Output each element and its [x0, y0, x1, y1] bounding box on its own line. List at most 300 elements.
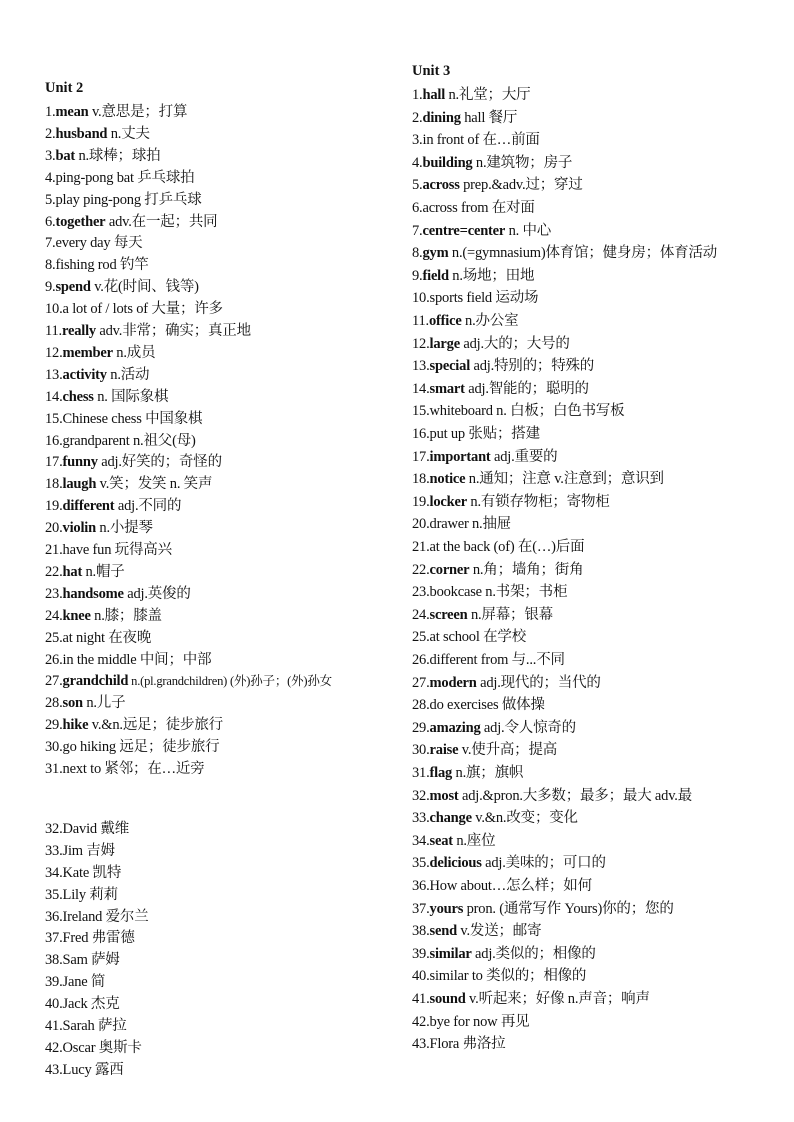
entry-number: 43.	[412, 1036, 430, 1053]
entry-headword: hall	[422, 87, 446, 103]
entry-number: 11.	[412, 313, 429, 329]
vocab-entry	[412, 199, 535, 217]
unit-2-title: Unit 2	[45, 80, 84, 96]
entry-number: 32.	[412, 787, 430, 804]
entry-number: 10.	[412, 290, 430, 307]
entry-number: 5.	[45, 191, 56, 208]
vocab-entry	[412, 154, 572, 172]
entry-number: 24.	[45, 607, 63, 624]
entry-definition: adj.大的；大号的	[459, 335, 570, 352]
entry-definition: play ping-pong 打乒乓球	[55, 191, 202, 208]
entry-number: 6.	[412, 200, 423, 216]
entry-headword: special	[429, 358, 471, 375]
entry-definition: v.使升高；提高	[458, 742, 558, 759]
entry-definition: ping-pong bat 乒乓球拍	[55, 169, 195, 186]
entry-definition: adj.特别的；特殊的	[470, 358, 595, 375]
entry-number: 19.	[412, 493, 430, 510]
entry-headword: send	[429, 923, 457, 940]
entry-number: 17.	[412, 448, 430, 465]
entry-number: 13.	[412, 358, 430, 375]
entry-headword: laugh	[62, 476, 97, 493]
unit-3-title: Unit 3	[412, 63, 451, 79]
vocab-entry	[45, 256, 149, 274]
entry-definition: a lot of / lots of 大量；许多	[62, 301, 223, 318]
entry-definition: adj.重要的	[490, 448, 558, 465]
entry-headword: different	[62, 498, 115, 515]
entry-headword: delicious	[429, 855, 482, 872]
entry-number: 7.	[45, 235, 56, 252]
vocab-entry	[412, 267, 534, 285]
entry-definition: Ireland 爱尔兰	[62, 908, 149, 925]
entry-definition: Jane 简	[62, 974, 106, 991]
entry-headword: most	[429, 787, 459, 804]
entry-definition: adj.好笑的；奇怪的	[97, 454, 222, 471]
vocab-entry	[412, 651, 565, 669]
vocab-entry	[45, 1061, 124, 1079]
vocab-entry	[412, 561, 583, 579]
entry-definition: v.笑；发笑 n. 笑声	[96, 476, 213, 493]
vocab-entry	[45, 563, 125, 581]
vocab-entry	[45, 191, 202, 209]
entry-number: 12.	[412, 335, 430, 352]
vocab-entry	[45, 388, 168, 406]
vocab-entry	[412, 922, 541, 940]
entry-number: 26.	[412, 652, 430, 668]
vocab-entry	[412, 1013, 529, 1031]
entry-number: 2.	[45, 125, 56, 142]
vocab-entry	[412, 945, 596, 963]
vocab-entry	[45, 300, 223, 318]
entry-headword: seat	[429, 832, 453, 849]
vocab-entry	[45, 886, 118, 904]
entry-number: 28.	[45, 695, 63, 712]
vocab-entry	[45, 694, 125, 712]
entry-definition: in the middle 中间；中部	[62, 651, 212, 668]
entry-definition: do exercises 做体操	[429, 697, 545, 714]
entry-number: 29.	[45, 717, 63, 734]
entry-definition: n.建筑物；房子	[472, 154, 573, 171]
entry-headword: really	[62, 323, 96, 339]
entry-definition: Sam 萨姆	[62, 952, 120, 969]
entry-definition: n.(pl.grandchildren) (外)孙子；(外)孙女	[128, 674, 332, 689]
entry-definition: adj.类似的；相像的	[471, 945, 596, 962]
entry-number: 20.	[45, 520, 63, 537]
entry-headword: gym	[422, 245, 449, 262]
entry-definition: adj.&pron.大多数；最多；最大 adv.最	[458, 787, 693, 804]
entry-definition: adv.在一起；共同	[105, 213, 218, 230]
entry-definition: n.角；墙角；街角	[469, 561, 584, 578]
entry-number: 34.	[412, 832, 430, 849]
vocab-entry	[45, 842, 115, 860]
entry-number: 15.	[45, 410, 63, 427]
entry-definition: David 戴维	[62, 820, 129, 837]
entry-number: 34.	[45, 864, 63, 881]
entry-number: 21.	[412, 539, 430, 555]
entry-definition: n.膝；膝盖	[90, 607, 162, 624]
entry-definition: sports field 运动场	[429, 290, 539, 307]
vocab-entry	[45, 234, 142, 252]
entry-number: 13.	[45, 366, 63, 383]
entry-headword: notice	[429, 471, 466, 488]
entry-definition: bookcase n.书架；书柜	[429, 584, 568, 601]
entry-number: 25.	[45, 629, 63, 646]
entry-number: 16.	[45, 432, 63, 449]
vocab-entry	[45, 1017, 127, 1035]
entry-number: 16.	[412, 426, 430, 442]
vocab-entry	[412, 628, 526, 646]
vocab-entry	[45, 125, 150, 143]
entry-definition: adj.英俊的	[123, 585, 191, 602]
vocab-entry	[412, 719, 576, 737]
vocab-entry	[412, 493, 610, 511]
entry-definition: at night 在夜晚	[62, 629, 152, 646]
entry-number: 38.	[412, 923, 430, 940]
vocab-entry	[45, 322, 251, 340]
vocab-entry	[45, 672, 332, 690]
entry-headword: dining	[422, 109, 461, 126]
vocab-entry	[412, 1035, 505, 1053]
entry-definition: n. 国际象棋	[93, 388, 169, 405]
entry-number: 15.	[412, 403, 430, 420]
entry-definition: v.意思是；打算	[88, 104, 188, 120]
entry-number: 21.	[45, 542, 63, 558]
vocab-entry	[45, 929, 135, 947]
entry-definition: How about…怎么样；如何	[429, 878, 592, 894]
entry-number: 36.	[45, 908, 63, 925]
entry-number: 19.	[45, 498, 63, 515]
entry-definition: Chinese chess 中国象棋	[62, 410, 203, 427]
entry-number: 28.	[412, 697, 430, 714]
entry-definition: at school 在学校	[429, 629, 527, 646]
vocab-entry	[45, 213, 217, 231]
entry-definition: Lily 莉莉	[62, 886, 118, 903]
entry-headword: grandchild	[62, 673, 129, 690]
entry-number: 37.	[412, 900, 430, 917]
entry-headword: together	[55, 213, 106, 230]
entry-headword: smart	[429, 380, 465, 397]
entry-headword: large	[429, 335, 460, 352]
entry-number: 26.	[45, 651, 63, 668]
entry-definition: n.办公室	[461, 313, 519, 329]
vocab-entry	[412, 674, 601, 692]
entry-definition: have fun 玩得高兴	[62, 542, 172, 558]
entry-definition: v.&n.改变；变化	[471, 810, 578, 827]
entry-number: 29.	[412, 719, 430, 736]
entry-number: 27.	[45, 673, 63, 690]
entry-number: 10.	[45, 301, 63, 318]
entry-number: 39.	[412, 945, 430, 962]
vocab-entry	[45, 820, 129, 838]
vocab-entry	[412, 877, 592, 895]
entry-headword: across	[422, 177, 460, 194]
entry-headword: similar	[429, 945, 472, 962]
entry-headword: hike	[62, 717, 89, 734]
entry-definition: v.发送；邮寄	[456, 923, 542, 940]
entry-definition: n.场地；田地	[448, 267, 535, 284]
entry-number: 6.	[45, 213, 56, 230]
entry-headword: flag	[429, 765, 453, 781]
vocab-entry	[412, 741, 557, 759]
entry-definition: Sarah 萨拉	[62, 1018, 127, 1034]
vocab-entry	[412, 312, 518, 330]
entry-definition: adj.现代的；当代的	[476, 674, 601, 691]
entry-headword: violin	[62, 520, 96, 537]
entry-number: 42.	[412, 1013, 430, 1030]
entry-headword: activity	[62, 366, 107, 383]
entry-number: 40.	[412, 968, 430, 985]
entry-number: 22.	[412, 561, 430, 578]
entry-number: 38.	[45, 952, 63, 969]
vocab-entry	[45, 864, 121, 882]
entry-definition: pron. (通常写作 Yours)你的；您的	[463, 900, 674, 917]
vocab-entry	[45, 519, 153, 537]
vocab-entry	[45, 585, 191, 603]
entry-number: 14.	[45, 388, 63, 405]
entry-number: 3.	[45, 147, 56, 164]
entry-headword: centre=center	[422, 222, 506, 239]
vocab-entry	[45, 973, 105, 991]
entry-number: 12.	[45, 344, 63, 361]
entry-number: 24.	[412, 606, 430, 623]
vocab-entry	[412, 131, 540, 149]
entry-number: 27.	[412, 674, 430, 691]
vocab-entry	[412, 335, 570, 353]
vocab-entry	[45, 1039, 142, 1057]
vocab-entry	[412, 787, 692, 805]
entry-number: 35.	[45, 886, 63, 903]
vocab-entry	[45, 147, 160, 165]
entry-number: 17.	[45, 454, 63, 471]
entry-definition: put up 张贴；搭建	[429, 426, 540, 442]
entry-headword: funny	[62, 454, 98, 471]
entry-headword: locker	[429, 493, 467, 510]
entry-headword: screen	[429, 606, 468, 623]
entry-definition: n.通知；注意 v.注意到；意识到	[465, 471, 664, 488]
entry-definition: in front of 在…前面	[422, 132, 540, 149]
entry-definition: across from 在对面	[422, 200, 535, 216]
entry-definition: whiteboard n. 白板；白色书写板	[429, 403, 625, 420]
vocab-entry	[45, 629, 151, 647]
entry-number: 43.	[45, 1061, 63, 1078]
vocab-entry	[412, 583, 567, 601]
entry-number: 9.	[412, 267, 423, 284]
entry-definition: adj.令人惊奇的	[480, 719, 576, 736]
entry-definition: n.旗；旗帜	[452, 765, 524, 781]
vocab-entry	[45, 475, 212, 493]
entry-definition: n. 中心	[505, 222, 552, 239]
entry-definition: grandparent n.祖父(母)	[62, 432, 196, 449]
entry-definition: fishing rod 钓竿	[55, 257, 149, 274]
entry-headword: yours	[429, 900, 464, 917]
entry-definition: n.有锁存物柜；寄物柜	[466, 493, 610, 510]
vocab-entry	[412, 967, 586, 985]
vocab-entry	[412, 854, 606, 872]
entry-definition: hall 餐厅	[460, 109, 518, 126]
entry-definition: every day 每天	[55, 235, 143, 252]
vocab-entry	[412, 448, 557, 466]
entry-number: 20.	[412, 516, 430, 533]
entry-number: 25.	[412, 629, 430, 646]
entry-number: 22.	[45, 563, 63, 580]
entry-number: 4.	[412, 154, 423, 171]
entry-headword: mean	[55, 104, 89, 120]
entry-number: 41.	[412, 991, 430, 1007]
entry-definition: Jim 吉姆	[62, 842, 115, 859]
entry-definition: v.&n.远足；徒步旅行	[88, 717, 223, 734]
entry-definition: n.座位	[452, 832, 496, 849]
entry-definition: next to 紧邻；在…近旁	[62, 761, 205, 777]
entry-number: 33.	[412, 810, 430, 827]
entry-definition: n.成员	[112, 344, 156, 361]
entry-number: 30.	[412, 742, 430, 759]
entry-headword: son	[62, 695, 83, 712]
vocab-entry	[45, 716, 223, 734]
entry-definition: n.活动	[106, 366, 150, 383]
vocab-entry	[412, 86, 530, 104]
vocab-entry	[45, 607, 162, 625]
vocab-entry	[45, 103, 187, 121]
entry-headword: member	[62, 344, 113, 361]
entry-definition: different from 与...不同	[429, 652, 565, 668]
vocab-entry	[412, 470, 664, 488]
entry-definition: n.球棒；球拍	[75, 147, 161, 164]
vocab-entry	[412, 832, 495, 850]
entry-definition: Lucy 露西	[62, 1061, 124, 1078]
entry-definition: n.帽子	[82, 563, 125, 580]
vocab-entry	[45, 366, 149, 384]
vocab-entry	[45, 951, 120, 969]
vocab-entry	[412, 357, 594, 375]
entry-definition: v.听起来；好像 n.声音；响声	[465, 991, 650, 1007]
entry-number: 18.	[45, 476, 63, 493]
vocab-entry	[412, 606, 553, 624]
vocab-entry	[412, 900, 674, 918]
entry-number: 31.	[45, 761, 63, 777]
entry-definition: go hiking 远足；徒步旅行	[62, 739, 220, 756]
entry-headword: building	[422, 154, 473, 171]
vocab-entry	[412, 222, 551, 240]
entry-number: 32.	[45, 820, 63, 837]
entry-definition: prep.&adv.过；穿过	[459, 177, 583, 194]
entry-number: 4.	[45, 169, 56, 186]
vocab-entry	[45, 541, 172, 559]
vocab-entry	[412, 380, 589, 398]
vocab-entry	[412, 289, 538, 307]
entry-headword: field	[422, 267, 449, 284]
vocab-entry	[412, 809, 578, 827]
vocab-entry	[45, 738, 219, 756]
entry-headword: amazing	[429, 719, 481, 736]
entry-headword: office	[429, 313, 462, 329]
entry-headword: husband	[55, 125, 108, 142]
entry-number: 23.	[45, 585, 63, 602]
entry-number: 18.	[412, 471, 430, 488]
entry-definition: Oscar 奥斯卡	[62, 1039, 142, 1056]
entry-definition: n.(=gymnasium)体育馆；健身房；体育活动	[448, 245, 718, 262]
entry-number: 31.	[412, 765, 430, 781]
entry-number: 1.	[45, 104, 56, 120]
entry-number: 23.	[412, 584, 430, 601]
entry-headword: corner	[429, 561, 470, 578]
entry-definition: n.儿子	[82, 695, 126, 712]
vocab-entry	[45, 453, 222, 471]
vocab-entry	[45, 344, 155, 362]
vocab-entry	[412, 764, 523, 782]
vocab-entry	[45, 908, 149, 926]
entry-definition: adj.智能的；聪明的	[464, 380, 589, 397]
entry-number: 40.	[45, 996, 63, 1013]
entry-definition: bye for now 再见	[429, 1013, 530, 1030]
vocab-entry	[412, 696, 545, 714]
vocab-entry	[45, 169, 194, 187]
entry-definition: adj.不同的	[114, 498, 182, 515]
vocab-entry	[45, 410, 202, 428]
vocab-entry	[412, 109, 517, 127]
entry-headword: modern	[429, 674, 477, 691]
entry-number: 14.	[412, 380, 430, 397]
entry-definition: n.屏幕；银幕	[467, 606, 553, 623]
entry-number: 2.	[412, 109, 423, 126]
vocab-entry	[412, 990, 650, 1008]
entry-number: 8.	[45, 257, 56, 274]
entry-definition: Jack 杰克	[62, 996, 120, 1013]
entry-number: 35.	[412, 855, 430, 872]
entry-headword: change	[429, 810, 472, 827]
vocab-entry	[412, 515, 511, 533]
entry-definition: v.花(时间、钱等)	[90, 279, 199, 296]
vocab-entry	[45, 760, 205, 778]
entry-definition: adv.非常；确实；真正地	[95, 323, 251, 339]
vocab-entry	[45, 651, 211, 669]
entry-definition: adj.美味的；可口的	[481, 855, 606, 872]
entry-number: 1.	[412, 87, 423, 103]
entry-headword: hat	[62, 563, 83, 580]
entry-headword: chess	[62, 388, 94, 405]
entry-number: 9.	[45, 279, 56, 296]
entry-definition: n.礼堂；大厅	[445, 87, 531, 103]
entry-definition: n.小提琴	[95, 520, 153, 537]
entry-number: 11.	[45, 323, 62, 339]
entry-headword: spend	[55, 279, 91, 296]
vocab-entry	[412, 176, 583, 194]
entry-definition: at the back (of) 在(…)后面	[429, 539, 585, 555]
entry-definition: drawer n.抽屉	[429, 516, 512, 533]
entry-number: 33.	[45, 842, 63, 859]
vocab-entry	[45, 497, 181, 515]
entry-number: 39.	[45, 974, 63, 991]
entry-number: 36.	[412, 878, 430, 894]
entry-definition: similar to 类似的；相像的	[429, 968, 587, 985]
vocab-entry	[412, 425, 540, 443]
entry-definition: Fred 弗雷德	[62, 930, 135, 947]
vocab-entry	[45, 432, 196, 450]
entry-number: 7.	[412, 222, 423, 239]
entry-number: 37.	[45, 930, 63, 947]
entry-number: 8.	[412, 245, 423, 262]
entry-number: 42.	[45, 1039, 63, 1056]
vocab-entry	[412, 538, 584, 556]
entry-headword: bat	[55, 147, 76, 164]
entry-definition: Flora 弗洛拉	[429, 1036, 506, 1053]
entry-headword: handsome	[62, 585, 124, 602]
entry-number: 30.	[45, 739, 63, 756]
entry-headword: important	[429, 448, 491, 465]
vocab-entry	[412, 402, 624, 420]
entry-headword: knee	[62, 607, 91, 624]
vocab-entry	[45, 278, 199, 296]
vocab-entry	[45, 995, 120, 1013]
entry-number: 3.	[412, 132, 423, 149]
